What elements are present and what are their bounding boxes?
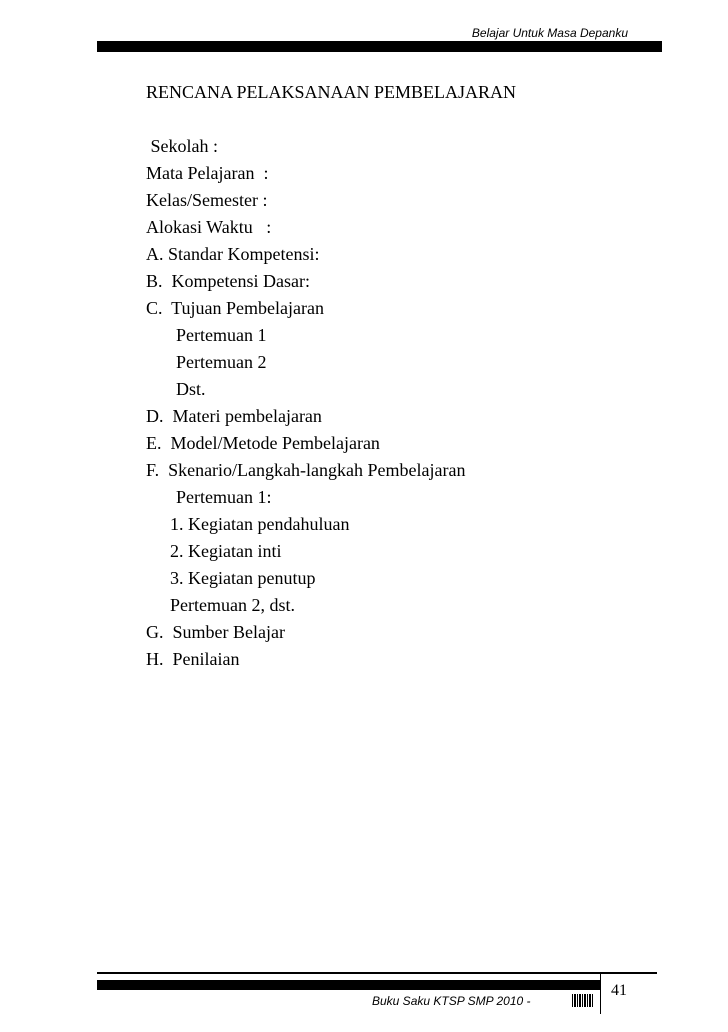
- section-f-meeting-1: Pertemuan 1:: [176, 487, 272, 507]
- footer-rule-thin: [97, 972, 657, 974]
- field-mata-pelajaran: Mata Pelajaran :: [146, 163, 269, 183]
- section-f: F. Skenario/Langkah-langkah Pembelajaran: [146, 460, 466, 480]
- section-f-step: 3. Kegiatan penutup: [170, 568, 316, 588]
- page-number: 41: [611, 982, 627, 999]
- footer-rule-thick: [97, 980, 600, 990]
- field-alokasi-waktu: Alokasi Waktu :: [146, 217, 272, 237]
- field-sekolah: Sekolah :: [146, 136, 218, 156]
- running-footer-title: Buku Saku KTSP SMP 2010 -: [372, 994, 531, 1008]
- field-kelas-semester: Kelas/Semester :: [146, 190, 268, 210]
- section-a: A. Standar Kompetensi:: [146, 244, 320, 264]
- section-g: G. Sumber Belajar: [146, 622, 285, 642]
- running-header-title: Belajar Untuk Masa Depanku: [471, 26, 628, 40]
- section-f-step: 2. Kegiatan inti: [170, 541, 282, 561]
- section-d: D. Materi pembelajaran: [146, 406, 322, 426]
- section-f-step: 1. Kegiatan pendahuluan: [170, 514, 350, 534]
- section-c-item: Pertemuan 1: [176, 325, 267, 345]
- document-heading: RENCANA PELAKSANAAN PEMBELAJARAN: [146, 82, 517, 102]
- section-f-meeting-2: Pertemuan 2, dst.: [170, 595, 295, 615]
- spacer: [146, 106, 516, 133]
- footer-divider: [600, 974, 601, 1014]
- header-rule: [97, 41, 662, 52]
- section-c: C. Tujuan Pembelajaran: [146, 298, 324, 318]
- document-body: [146, 79, 516, 673]
- section-b: B. Kompetensi Dasar:: [146, 271, 310, 291]
- section-h: H. Penilaian: [146, 649, 240, 669]
- barcode-icon: [572, 994, 594, 1007]
- section-c-item: Dst.: [176, 379, 206, 399]
- section-e: E. Model/Metode Pembelajaran: [146, 433, 380, 453]
- section-c-item: Pertemuan 2: [176, 352, 267, 372]
